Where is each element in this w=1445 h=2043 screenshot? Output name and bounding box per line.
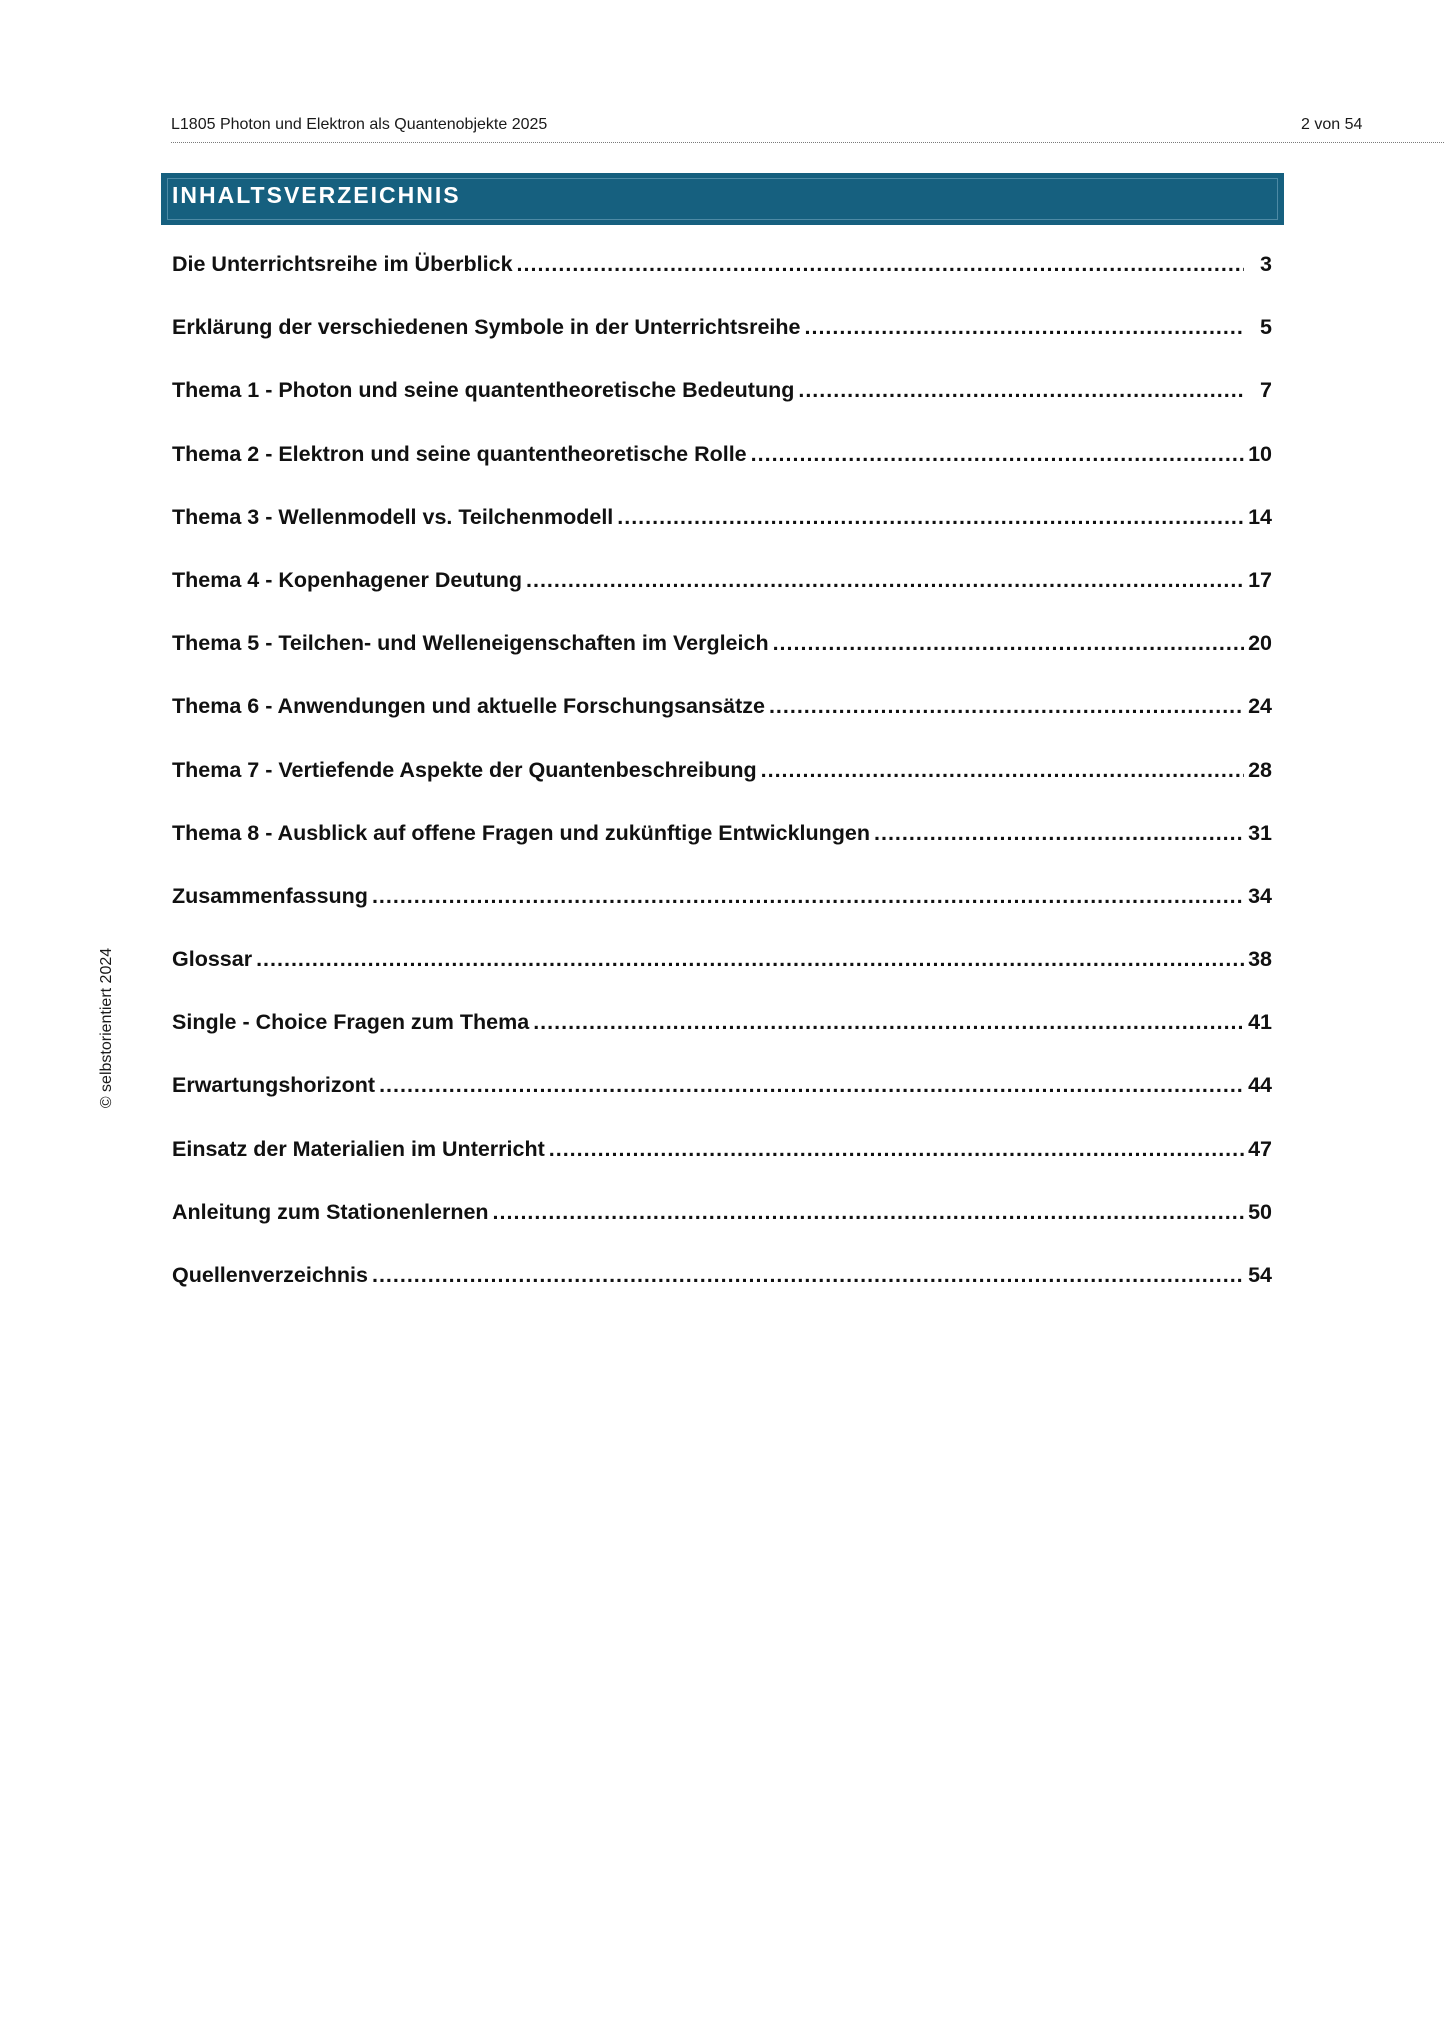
- toc-leader-dots: [533, 1010, 1244, 1035]
- toc-entry-label: Thema 4 - Kopenhagener Deutung: [172, 567, 523, 592]
- toc-entry-label: Thema 5 - Teilchen- und Welleneigenschaften im Vergleich: [172, 631, 769, 656]
- toc-entry[interactable]: [172, 378, 1272, 441]
- toc-entry-label: Thema 8 - Ausblick auf offene Fragen und zukünftige Entwicklungen: [172, 820, 871, 845]
- toc-entry[interactable]: [172, 568, 1272, 631]
- page-header: [171, 114, 1444, 143]
- toc-entry[interactable]: [172, 252, 1272, 315]
- toc-entry-page: 3: [1260, 252, 1272, 276]
- toc-leader-dots: [379, 1073, 1244, 1098]
- page-indicator: 2 von 54: [1301, 116, 1363, 133]
- toc-entry[interactable]: [172, 758, 1272, 821]
- toc-entry[interactable]: [172, 1073, 1272, 1136]
- toc-entry[interactable]: [172, 821, 1272, 884]
- toc-entry-label: Die Unterrichtsreihe im Überblick: [172, 252, 513, 276]
- toc-entry-page: 54: [1248, 1263, 1272, 1287]
- toc-leader-dots: [805, 315, 1245, 340]
- toc-entry-label: Glossar: [172, 947, 253, 972]
- toc-entry[interactable]: [172, 631, 1272, 694]
- toc-entry-label: Anleitung zum Stationenlernen: [172, 1199, 489, 1224]
- toc-leader-dots: [372, 1263, 1244, 1288]
- toc-entry-page: 31: [1248, 820, 1272, 845]
- toc-entry-page: 5: [1260, 315, 1272, 340]
- toc-title: INHALTSVERZEICHNIS: [172, 182, 461, 208]
- toc-entry[interactable]: [172, 1263, 1272, 1326]
- toc-entry[interactable]: [172, 1010, 1272, 1073]
- toc-entry[interactable]: [172, 694, 1272, 757]
- toc-entry[interactable]: [172, 442, 1272, 505]
- toc-entry-page: 24: [1248, 694, 1272, 719]
- toc-banner: [161, 173, 1284, 225]
- toc-leader-dots: [769, 694, 1244, 719]
- toc-entry-page: 44: [1248, 1073, 1272, 1098]
- toc-leader-dots: [761, 758, 1244, 783]
- toc-entry-label: Erwartungshorizont: [172, 1073, 376, 1098]
- toc-entry-page: 7: [1260, 378, 1272, 403]
- toc-entry-label: Thema 3 - Wellenmodell vs. Teilchenmodell: [172, 504, 614, 529]
- toc-entry-label: Thema 7 - Vertiefende Aspekte der Quantenbeschreibung: [172, 757, 757, 782]
- toc-entry-page: 10: [1248, 441, 1272, 466]
- toc-entry-label: Erklärung der verschiedenen Symbole in der Unterrichtsreihe: [172, 315, 801, 340]
- toc-leader-dots: [617, 505, 1244, 530]
- toc-entry-page: 41: [1248, 1010, 1272, 1035]
- toc-entry[interactable]: [172, 1200, 1272, 1263]
- toc-entry-page: 38: [1248, 947, 1272, 972]
- toc-entry[interactable]: [172, 947, 1272, 1010]
- toc-leader-dots: [256, 947, 1244, 972]
- toc-entry-label: Einsatz der Materialien im Unterricht: [172, 1136, 545, 1161]
- toc-entry[interactable]: [172, 505, 1272, 568]
- toc-entry-page: 34: [1248, 883, 1272, 908]
- document-title: L1805 Photon und Elektron als Quantenobjekte 2025: [171, 116, 548, 133]
- toc-list: [172, 252, 1272, 1326]
- toc-entry-page: 17: [1248, 567, 1272, 592]
- toc-leader-dots: [517, 252, 1244, 277]
- toc-leader-dots: [372, 884, 1244, 909]
- toc-leader-dots: [751, 442, 1244, 467]
- toc-entry-page: 28: [1248, 757, 1272, 782]
- toc-entry-label: Thema 1 - Photon und seine quantentheoretische Bedeutung: [172, 378, 795, 403]
- toc-leader-dots: [493, 1200, 1244, 1225]
- toc-leader-dots: [798, 378, 1244, 403]
- toc-leader-dots: [874, 821, 1244, 846]
- toc-entry-label: Quellenverzeichnis: [172, 1263, 368, 1287]
- toc-entry-page: 20: [1248, 631, 1272, 656]
- toc-leader-dots: [526, 568, 1244, 593]
- toc-entry-label: Thema 6 - Anwendungen und aktuelle Forschungsansätze: [172, 694, 765, 719]
- toc-entry-page: 47: [1248, 1136, 1272, 1161]
- copyright-note: © selbstorientiert 2024: [98, 947, 115, 1109]
- toc-entry-page: 50: [1248, 1199, 1272, 1224]
- toc-entry-label: Thema 2 - Elektron und seine quantentheoretische Rolle: [172, 441, 747, 466]
- toc-entry[interactable]: [172, 315, 1272, 378]
- toc-leader-dots: [773, 631, 1244, 656]
- toc-leader-dots: [549, 1137, 1244, 1162]
- toc-entry[interactable]: [172, 1137, 1272, 1200]
- toc-entry-label: Single - Choice Fragen zum Thema: [172, 1010, 530, 1035]
- toc-entry[interactable]: [172, 884, 1272, 947]
- toc-entry-label: Zusammenfassung: [172, 883, 368, 908]
- toc-entry-page: 14: [1248, 504, 1272, 529]
